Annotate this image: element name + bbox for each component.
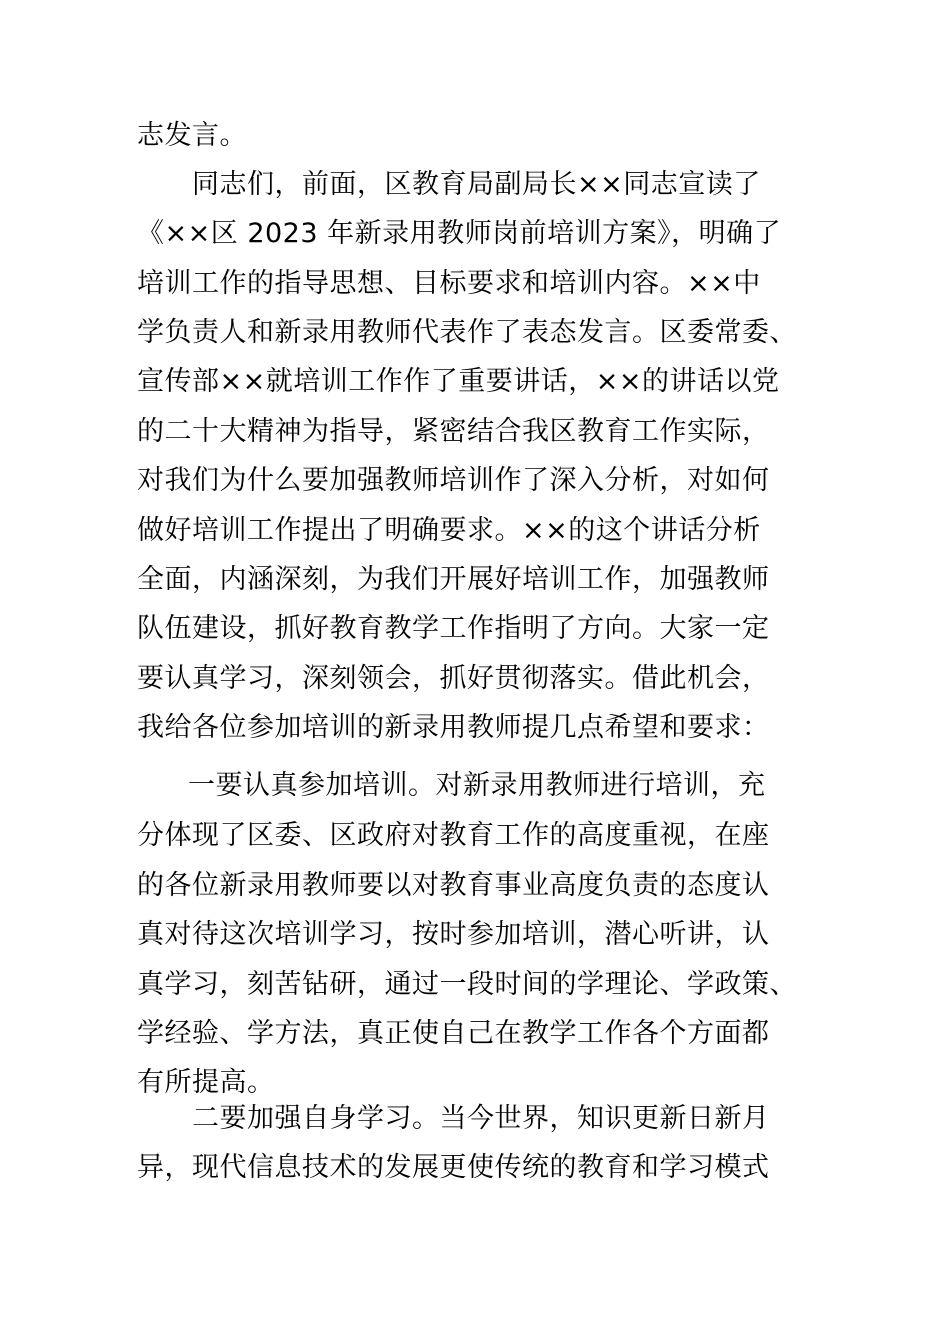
text-line: 有所提高。 bbox=[137, 1067, 275, 1098]
text-line: 真对待这次培训学习，按时参加培训，潜心听讲，认 bbox=[137, 919, 770, 950]
text-line: 队伍建设，抓好教育教学工作指明了方向。大家一定 bbox=[137, 613, 770, 644]
text-line: 的各位新录用教师要以对教育事业高度负责的态度认 bbox=[137, 870, 770, 901]
text-line: 学经验、学方法，真正使自己在教学工作各个方面都 bbox=[137, 1018, 770, 1049]
paragraph-start-line: 同志们，前面，区教育局副局长××同志宣读了 bbox=[192, 169, 761, 200]
text-line: 《××区 2023 年新录用教师岗前培训方案》，明确了 bbox=[137, 218, 782, 249]
text-line: 培训工作的指导思想、目标要求和培训内容。××中 bbox=[137, 268, 761, 299]
paragraph-start-line: 一要认真参加培训。对新录用教师进行培训，充 bbox=[188, 770, 766, 801]
text-line: 我给各位参加培训的新录用教师提几点希望和要求： bbox=[137, 712, 770, 743]
text-line: 学负责人和新录用教师代表作了表态发言。区委常委、 bbox=[137, 317, 797, 348]
text-line: 真学习，刻苦钻研，通过一段时间的学理论、学政策、 bbox=[137, 969, 797, 1000]
text-line: 分体现了区委、区政府对教育工作的高度重视，在座 bbox=[137, 820, 770, 851]
text-line: 全面，内涵深刻，为我们开展好培训工作，加强教师 bbox=[137, 564, 770, 595]
paragraph-start-line: 二要加强自身学习。当今世界，知识更新日新月 bbox=[192, 1103, 770, 1134]
text-line: 要认真学习，深刻领会，抓好贯彻落实。借此机会， bbox=[137, 663, 770, 694]
text-line: 做好培训工作提出了明确要求。××的这个讲话分析 bbox=[137, 515, 761, 546]
text-line: 的二十大精神为指导，紧密结合我区教育工作实际， bbox=[137, 416, 770, 447]
text-line: 志发言。 bbox=[137, 120, 247, 151]
text-line: 异，现代信息技术的发展更使传统的教育和学习模式 bbox=[137, 1152, 770, 1183]
text-line: 宣传部××就培训工作作了重要讲话，××的讲话以党 bbox=[137, 366, 780, 397]
text-line: 对我们为什么要加强教师培训作了深入分析，对如何 bbox=[137, 465, 770, 496]
